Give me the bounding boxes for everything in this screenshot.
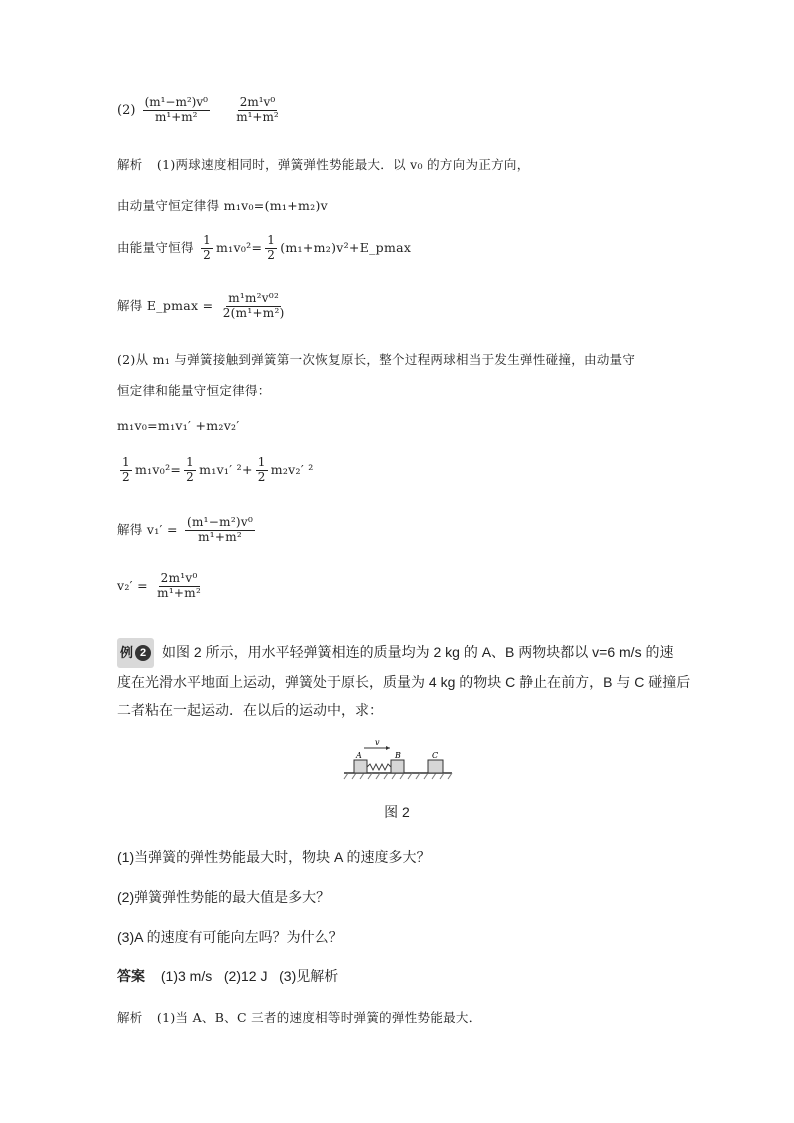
numerator: 1 xyxy=(122,455,130,469)
term: m₁v₁′ ²+ xyxy=(199,461,253,477)
denominator: 2 xyxy=(257,469,266,484)
example-number-icon: 2 xyxy=(135,645,151,661)
example-line-1 xyxy=(117,638,697,668)
fraction-half xyxy=(184,456,196,485)
figure-caption: 图 2 xyxy=(384,804,410,820)
fraction-half xyxy=(120,456,132,485)
block-a xyxy=(354,760,367,773)
figure-2-diagram xyxy=(340,735,460,783)
analysis-text: (1)当 A、B、C 三者的速度相等时弹簧的弹性势能最大． xyxy=(156,1010,482,1025)
example-text: 如图 2 所示，用水平轻弹簧相连的质量均为 2 kg 的 A、B 两物块都以 v=6 m/s 的速 xyxy=(162,644,674,660)
term: (m₁+m₂)v²+E_pmax xyxy=(280,239,412,255)
label-v: v xyxy=(375,738,380,747)
example-badge xyxy=(117,638,154,668)
term: m₂v₂′ ² xyxy=(270,461,314,477)
answer-line xyxy=(117,962,697,990)
energy-equation xyxy=(117,234,411,263)
fraction-half xyxy=(201,234,213,263)
label-c: C xyxy=(432,751,439,760)
answer-label: 答案 xyxy=(117,968,145,984)
numerator: (m¹−m²)v⁰ xyxy=(187,515,254,529)
v2-result xyxy=(117,572,206,601)
fraction-v2-result xyxy=(155,572,203,601)
question-2: (2)弹簧弹性势能的最大值是多大？ xyxy=(117,889,331,905)
numerator: 1 xyxy=(257,455,266,469)
numerator: m¹m²v⁰² xyxy=(228,291,280,305)
prefix: 由能量守恒得 xyxy=(117,239,194,255)
block-b xyxy=(391,760,404,773)
denominator: 2 xyxy=(267,247,276,262)
denominator: 2 xyxy=(122,469,130,484)
example-line-2: 度在光滑水平地面上运动，弹簧处于原长，质量为 4 kg 的物块 C 静止在前方，B 与 C 碰撞后 xyxy=(117,674,691,690)
label-a: A xyxy=(356,751,362,760)
momentum-equation-2: m₁v₀=m₁v₁′ +m₂v₂′ xyxy=(117,418,240,433)
arrow-head-icon xyxy=(386,746,390,750)
term: m₁v₀²= xyxy=(134,461,182,477)
analysis-label: 解析 xyxy=(117,1010,143,1025)
denominator: m¹+m² xyxy=(155,109,198,124)
analysis-line xyxy=(117,155,530,173)
answer-text: (1)3 m/s (2)12 J (3)见解析 xyxy=(160,968,339,984)
numerator: 1 xyxy=(267,233,276,247)
block-c xyxy=(428,760,443,773)
prefix: v₂′ = xyxy=(117,577,148,593)
answer-formula-line xyxy=(117,96,284,125)
numerator: 2m¹v⁰ xyxy=(239,95,276,109)
denominator: 2 xyxy=(186,469,195,484)
epmax-result xyxy=(117,292,290,321)
fraction-v2 xyxy=(234,96,280,125)
numerator: (m¹−m²)v⁰ xyxy=(144,95,208,109)
analysis-label: 解析 xyxy=(117,157,143,172)
denominator: 2 xyxy=(203,247,212,262)
fraction-half xyxy=(265,234,277,263)
question-1: (1)当弹簧的弹性势能最大时，物块 A 的速度多大？ xyxy=(117,849,431,865)
label-b: B xyxy=(395,751,401,760)
example-label: 例 xyxy=(120,645,134,660)
numerator: 1 xyxy=(186,455,195,469)
prefix: 解得 E_pmax = xyxy=(117,297,214,313)
prefix: 解得 v₁′ = xyxy=(117,521,178,537)
term: m₁v₀²= xyxy=(216,239,263,255)
question-3: (3)A 的速度有可能向左吗？为什么？ xyxy=(117,929,343,945)
fraction-v1 xyxy=(143,96,210,125)
part2-text-line2: 恒定律和能量守恒定律得： xyxy=(117,383,271,398)
numerator: 1 xyxy=(203,233,212,247)
energy-equation-2 xyxy=(117,456,314,485)
fraction-half xyxy=(256,456,268,485)
part2-text-line1: (2)从 m₁ 与弹簧接触到弹簧第一次恢复原长，整个过程两球相当于发生弹性碰撞，由动量守 xyxy=(117,352,636,367)
numerator: 2m¹v⁰ xyxy=(160,571,198,585)
ground-hatching xyxy=(344,773,452,779)
denominator: m¹+m² xyxy=(157,585,202,600)
example-line-3: 二者粘在一起运动．在以后的运动中，求： xyxy=(117,702,383,718)
analysis-text: (1)两球速度相同时，弹簧弹性势能最大．以 v₀ 的方向为正方向， xyxy=(156,157,530,172)
spring xyxy=(367,764,391,770)
denominator: m¹+m² xyxy=(236,109,279,124)
fraction-v1-result xyxy=(185,516,255,545)
momentum-equation: 由动量守恒定律得 m₁v₀=(m₁+m₂)v xyxy=(117,198,329,213)
v1-result xyxy=(117,516,258,545)
fraction-epmax xyxy=(221,292,287,321)
example-2-block xyxy=(117,638,697,724)
final-analysis-line xyxy=(117,1008,482,1026)
prefix: (2) xyxy=(117,102,136,118)
denominator: m¹+m² xyxy=(198,529,243,544)
denominator: 2(m¹+m²) xyxy=(222,305,285,320)
